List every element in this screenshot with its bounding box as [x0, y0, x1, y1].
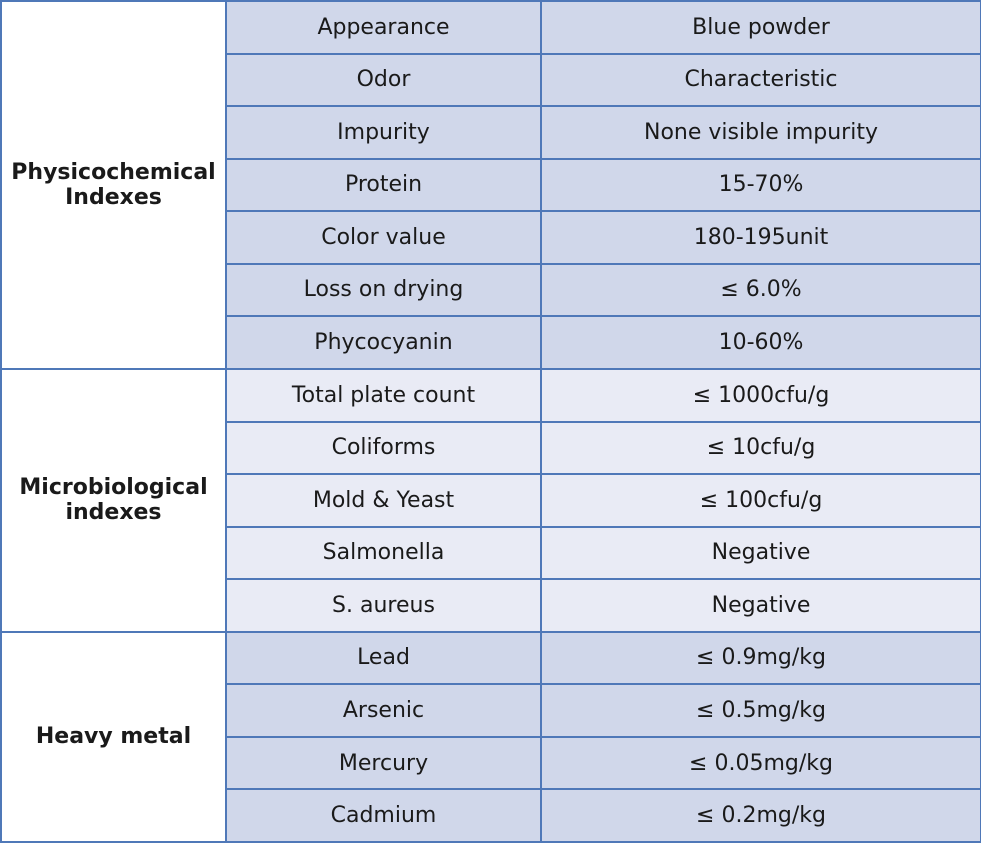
value-cell: Negative	[541, 579, 981, 632]
item-cell: Total plate count	[226, 369, 541, 422]
value-cell: 15-70%	[541, 159, 981, 212]
item-cell: Protein	[226, 159, 541, 212]
table-row	[1, 369, 981, 422]
value-cell: 10-60%	[541, 316, 981, 369]
value-cell: 180-195unit	[541, 211, 981, 264]
group-label: Heavy metal	[1, 632, 226, 842]
item-cell: Loss on drying	[226, 264, 541, 317]
table-row	[1, 632, 981, 685]
item-cell: Mold & Yeast	[226, 474, 541, 527]
item-cell: Appearance	[226, 1, 541, 54]
group-label: Physicochemical Indexes	[1, 1, 226, 369]
value-cell: None visible impurity	[541, 106, 981, 159]
item-cell: Color value	[226, 211, 541, 264]
item-cell: Odor	[226, 54, 541, 107]
value-cell: Blue powder	[541, 1, 981, 54]
value-cell: ≤ 10cfu/g	[541, 422, 981, 475]
specification-table-body	[1, 1, 981, 842]
value-cell: Characteristic	[541, 54, 981, 107]
value-cell: ≤ 0.05mg/kg	[541, 737, 981, 790]
item-cell: Phycocyanin	[226, 316, 541, 369]
item-cell: Coliforms	[226, 422, 541, 475]
item-cell: Salmonella	[226, 527, 541, 580]
value-cell: ≤ 0.2mg/kg	[541, 789, 981, 842]
value-cell: ≤ 0.9mg/kg	[541, 632, 981, 685]
value-cell: ≤ 1000cfu/g	[541, 369, 981, 422]
item-cell: Arsenic	[226, 684, 541, 737]
value-cell: ≤ 6.0%	[541, 264, 981, 317]
item-cell: Mercury	[226, 737, 541, 790]
value-cell: ≤ 100cfu/g	[541, 474, 981, 527]
value-cell: ≤ 0.5mg/kg	[541, 684, 981, 737]
item-cell: Lead	[226, 632, 541, 685]
item-cell: S. aureus	[226, 579, 541, 632]
table-row	[1, 1, 981, 54]
value-cell: Negative	[541, 527, 981, 580]
item-cell: Cadmium	[226, 789, 541, 842]
item-cell: Impurity	[226, 106, 541, 159]
group-label: Microbiological indexes	[1, 369, 226, 632]
